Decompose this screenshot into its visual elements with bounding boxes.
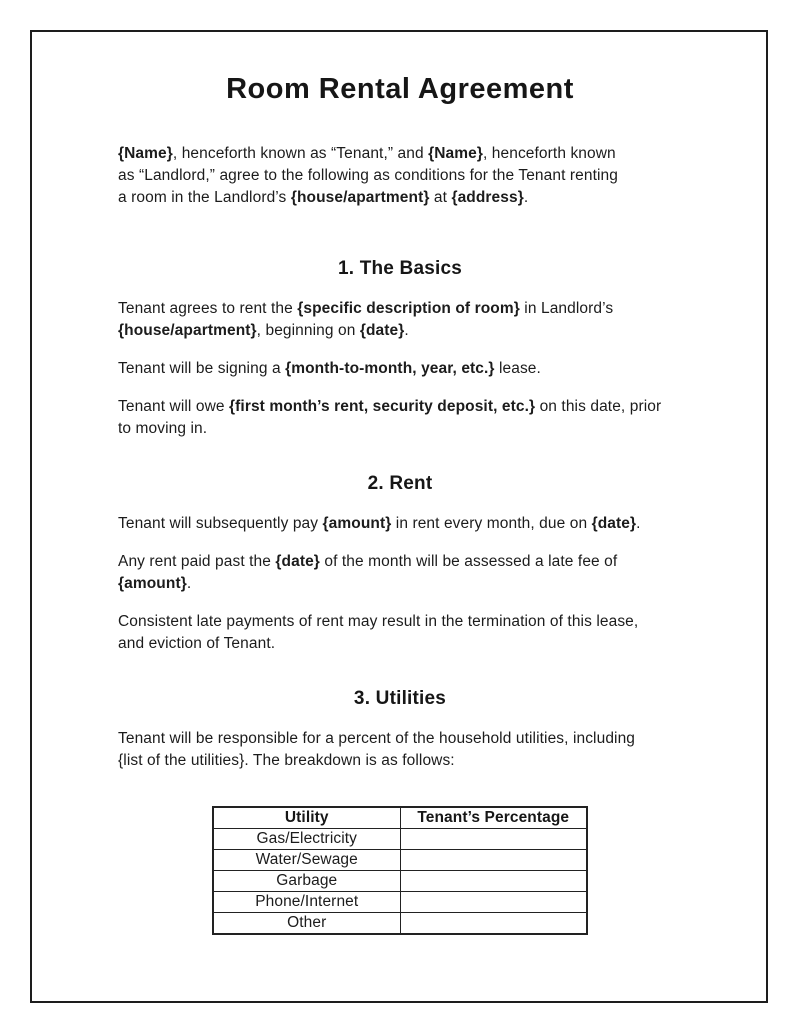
table-cell [400,892,587,913]
paragraph-rent-late-fee [118,551,682,595]
section-heading-basics: 1. The Basics [337,258,463,279]
text-line: {list of the utilities}. The breakdown is as follows: [118,752,455,769]
page-border [30,30,768,1003]
table-cell [400,850,587,871]
table-header-tenants-percentage: Tenant’s Percentage [400,807,587,829]
intro-paragraph [118,143,682,209]
text-line: Tenant will owe {first month’s rent, security deposit, etc.} on this date, prior [118,398,662,415]
text-line: Consistent late payments of rent may result in the termination of this lease, [118,613,639,630]
table-row [213,850,587,871]
table-row [213,913,587,935]
page-content [118,32,682,935]
text-line: {house/apartment}, beginning on {date}. [118,322,409,339]
table-cell: Water/Sewage [213,850,400,871]
paragraph-rent-monthly-payment [118,513,682,535]
text-line: and eviction of Tenant. [118,635,276,652]
table-cell [400,829,587,850]
text-line: Any rent paid past the {date} of the month will be assessed a late fee of [118,553,618,570]
text-line: {amount}. [118,575,192,592]
paragraph-basics-rent-room [118,298,682,342]
paragraph-rent-termination [118,611,682,655]
text-line: Tenant will be signing a {month-to-month, year, etc.} lease. [118,360,541,377]
table-cell [400,913,587,935]
section-heading-utilities: 3. Utilities [353,688,447,709]
text-line: Tenant will be responsible for a percent of the household utilities, including [118,730,636,747]
text-line: as “Landlord,” agree to the following as conditions for the Tenant renting [118,167,618,184]
table-row [213,871,587,892]
utilities-table-body [213,829,587,935]
table-cell: Garbage [213,871,400,892]
table-cell: Phone/Internet [213,892,400,913]
table-row [213,829,587,850]
table-header-utility: Utility [213,807,400,829]
text-line: to moving in. [118,420,208,437]
table-cell: Gas/Electricity [213,829,400,850]
table-cell: Other [213,913,400,935]
paragraph-utilities-responsibility [118,728,682,772]
table-cell [400,871,587,892]
utilities-table [212,806,588,935]
document-title: Room Rental Agreement [226,73,574,105]
text-line: Tenant agrees to rent the {specific description of room} in Landlord’s [118,300,614,317]
text-line: Tenant will subsequently pay {amount} in rent every month, due on {date}. [118,515,641,532]
paragraph-basics-move-in-payment [118,396,682,440]
section-heading-rent: 2. Rent [367,473,433,494]
text-line: a room in the Landlord’s {house/apartment} at {address}. [118,189,529,206]
text-line: {Name}, henceforth known as “Tenant,” and {Name}, henceforth known [118,145,616,162]
table-row [213,892,587,913]
table-header-row [213,807,587,829]
paragraph-basics-lease-term [118,358,682,380]
